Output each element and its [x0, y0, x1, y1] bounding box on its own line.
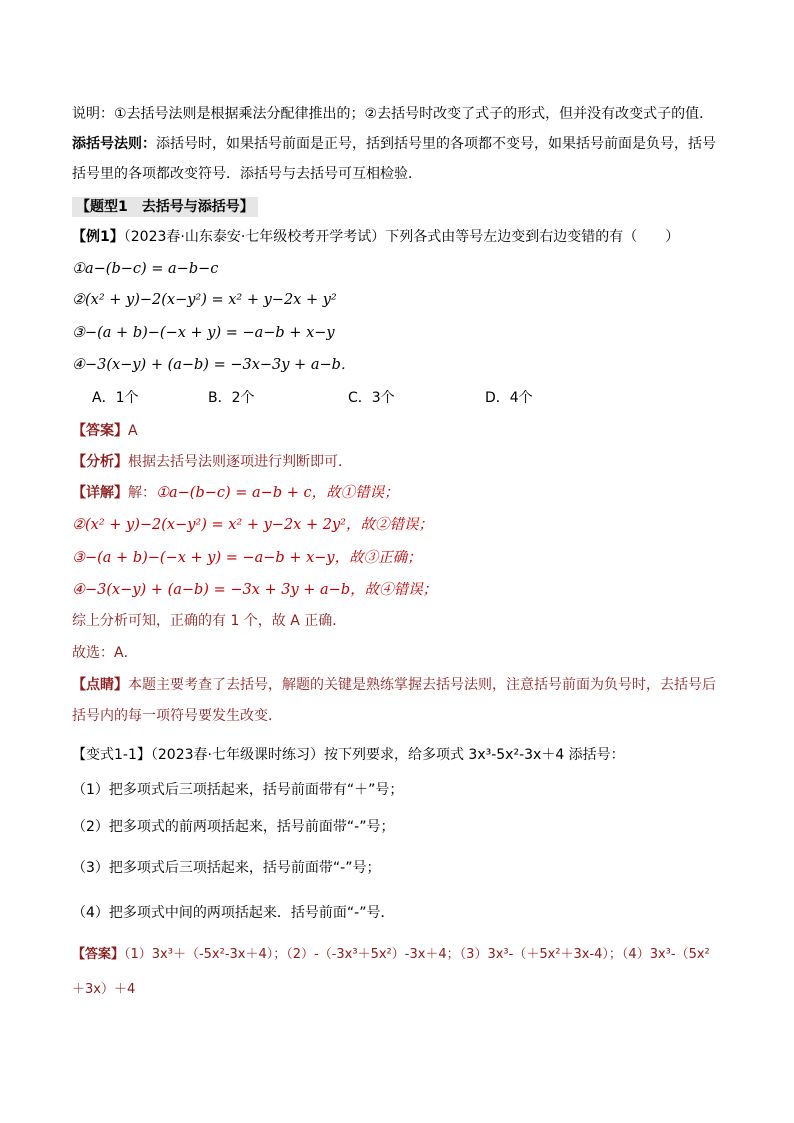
variant-part-4: （4）把多项式中间的两项括起来．括号前面“-”号． [72, 905, 395, 921]
add-rule-label: 添括号法则： [72, 136, 156, 152]
option-d: D．4个 [485, 390, 533, 406]
answer-value: A [128, 423, 138, 439]
comment-line-1 [72, 675, 716, 695]
add-rule-text-1: 添括号时，如果括号前面是正号，括到括号里的各项都不变号，如果括号前面是负号，括号 [156, 136, 716, 152]
analysis-text: 根据去括号法则逐项进行判断即可． [128, 454, 352, 470]
detail-choice: 故选：A． [72, 645, 138, 661]
variant-tag: 【变式1-1】 [72, 747, 151, 763]
add-rule-line-2: 括号里的各项都改变符号．添括号与去括号可互相检验． [72, 166, 422, 182]
variant-answer-line-1 [72, 945, 710, 965]
answer-line [72, 421, 138, 441]
variant-source: （2023春·七年级课时练习） [150, 747, 324, 763]
detail-step-4: ④−3(x−y) + (a−b) = −3x + 3y + a−b，故④错误； [72, 582, 438, 598]
note-line: 说明：①去括号法则是根据乘法分配律推出的；②去括号时改变了式子的形式，但并没有改变式子的值． [72, 106, 714, 122]
variant-part-1: （1）把多项式后三项括起来，括号前面带有“＋”号； [72, 782, 404, 798]
comment-line-2: 括号内的每一项符号要发生改变． [72, 708, 282, 724]
answer-label: 【答案】 [72, 423, 128, 439]
detail-step-3: ③−(a + b)−(−x + y) = −a−b + x−y，故③正确； [72, 550, 422, 566]
example-item-3: ③−(a + b)−(−x + y) = −a−b + x−y [72, 325, 335, 341]
variant-answer-line-2: ＋3x）＋4 [72, 982, 136, 997]
example-question [72, 227, 679, 247]
example-source: （2023春·山东泰安·七年级校考开学考试） [123, 229, 386, 245]
variant-part-3: （3）把多项式后三项括起来，括号前面带“-”号； [72, 860, 381, 876]
detail-summary: 综上分析可知，正确的有 1 个，故 A 正确． [72, 613, 347, 629]
example-tag: 【例1】 [72, 229, 124, 245]
comment-label: 【点睛】 [72, 677, 128, 693]
example-item-4: ④−3(x−y) + (a−b) = −3x−3y + a−b． [72, 357, 356, 373]
analysis-line [72, 452, 352, 472]
detail-label: 【详解】 [72, 485, 128, 501]
variant-answer-label: 【答案】 [72, 947, 125, 962]
detail-step-1: ①a−(b−c) = a−b + c，故①错误； [156, 485, 399, 501]
detail-prefix: 解： [128, 485, 156, 501]
option-a: A．1个 [92, 390, 139, 406]
add-rule-line-1 [72, 134, 716, 154]
analysis-label: 【分析】 [72, 454, 128, 470]
detail-step-2: ②(x² + y)−2(x−y²) = x² + y−2x + 2y²，故②错误； [72, 517, 433, 533]
comment-text-1: 本题主要考查了去括号，解题的关键是熟练掌握去括号法则，注意括号前面为负号时，去括号后 [128, 677, 716, 693]
variant-text: 按下列要求，给多项式 3x³-5x²-3x＋4 添括号： [323, 747, 625, 763]
variant-part-2: （2）把多项式的前两项括起来，括号前面带“-”号； [72, 819, 395, 835]
variant-question [72, 745, 625, 765]
detail-line-1 [72, 483, 399, 503]
topic-title: 【题型1 去括号与添括号】 [72, 197, 258, 217]
option-c: C．3个 [348, 390, 395, 406]
topic-header [72, 197, 258, 217]
example-item-2: ②(x² + y)−2(x−y²) = x² + y−2x + y² [72, 292, 337, 308]
example-item-1: ①a−(b−c) = a−b−c [72, 261, 219, 277]
option-b: B．2个 [208, 390, 255, 406]
variant-answer-text-1: （1）3x³＋（-5x²-3x＋4）；（2）-（-3x³＋5x²）-3x＋4；（3）3x³-（＋5x²＋3x-4）；（4）3x³-（5x² [124, 947, 710, 962]
example-text: 下列各式由等号左边变到右边变错的有（ ） [385, 229, 680, 245]
